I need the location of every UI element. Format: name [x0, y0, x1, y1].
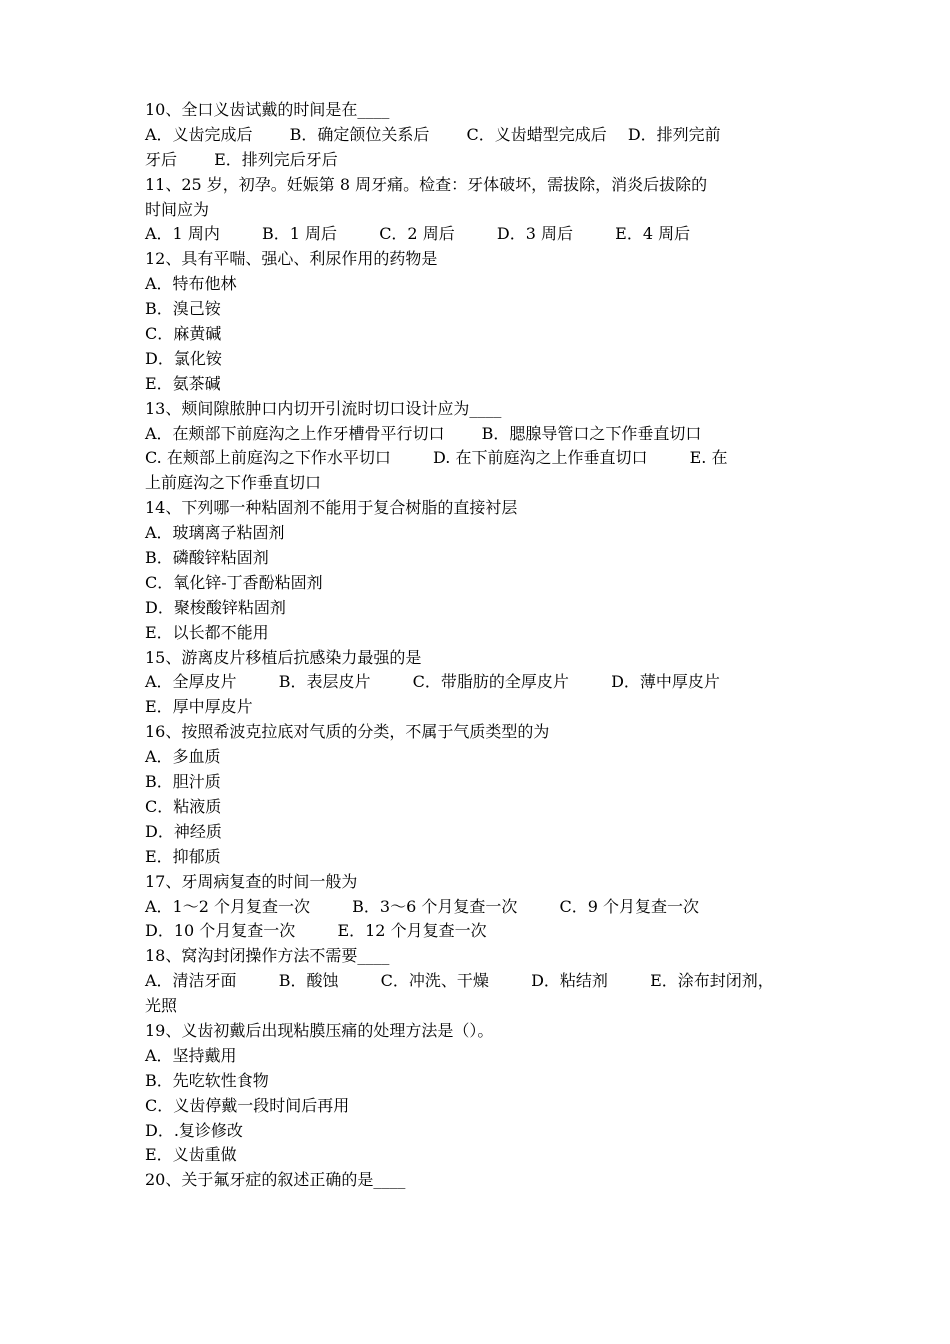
exam-questions-text [145, 98, 810, 1193]
text-line: 时间应为 [145, 199, 210, 219]
text-line: B．先吃软性食物 [145, 1070, 269, 1090]
text-line: 12、具有平喘、强心、利尿作用的药物是 [145, 249, 438, 269]
text-line: A．全厚皮片 B．表层皮片 C．带脂肪的全厚皮片 D．薄中厚皮片 [145, 672, 720, 692]
text-line: A．多血质 [145, 747, 221, 767]
text-line: 20、关于氟牙症的叙述正确的是____ [145, 1170, 406, 1190]
text-line: 16、按照希波克拉底对气质的分类，不属于气质类型的为 [145, 722, 550, 742]
text-line: E．抑郁质 [145, 846, 221, 866]
text-line: A．特布他林 [145, 274, 237, 294]
text-line: 18、窝沟封闭操作方法不需要____ [145, 946, 390, 966]
text-line: A．义齿完成后 B．确定颌位关系后 C．义齿蜡型完成后 D．排列完前 [145, 124, 721, 144]
text-line: D．.复诊修改 [145, 1120, 243, 1140]
text-line: D．氯化铵 [145, 348, 222, 368]
text-line: C．氧化锌-丁香酚粘固剂 [145, 572, 323, 592]
text-line: E．以长都不能用 [145, 622, 269, 642]
text-line: E．义齿重做 [145, 1145, 237, 1165]
text-line: A．坚持戴用 [145, 1045, 237, 1065]
text-line: 上前庭沟之下作垂直切口 [145, 473, 322, 493]
text-line: B．胆汁质 [145, 772, 221, 792]
text-line: 10、全口义齿试戴的时间是在____ [145, 100, 390, 119]
text-line: C．义齿停戴一段时间后再用 [145, 1095, 350, 1115]
text-line: A．在颊部下前庭沟之上作牙槽骨平行切口 B．腮腺导管口之下作垂直切口 [145, 423, 702, 443]
text-line: C．粘液质 [145, 796, 222, 816]
text-line: A．清洁牙面 B．酸蚀 C．冲洗、干燥 D．粘结剂 E．涂布封闭剂， [145, 971, 774, 991]
text-line: C．麻黄碱 [145, 324, 222, 344]
text-line: 牙后 E．排列完后牙后 [145, 149, 338, 169]
text-line: C. 在颊部上前庭沟之下作水平切口 D. 在下前庭沟之上作垂直切口 E. 在 [145, 448, 728, 468]
text-line: B．溴己铵 [145, 299, 221, 319]
text-line: D．聚梭酸锌粘固剂 [145, 597, 286, 617]
text-line: D．神经质 [145, 821, 222, 841]
text-line: E．氨茶碱 [145, 373, 221, 393]
text-line: B．磷酸锌粘固剂 [145, 548, 269, 568]
text-line: 15、游离皮片移植后抗感染力最强的是 [145, 647, 422, 667]
text-line: 17、牙周病复查的时间一般为 [145, 871, 358, 891]
text-line: A．玻璃离子粘固剂 [145, 523, 285, 543]
text-line: E．厚中厚皮片 [145, 697, 253, 717]
text-line: A．1～2 个月复查一次 B．3～6 个月复查一次 C．9 个月复查一次 [145, 896, 700, 916]
text-line: A．1 周内 B．1 周后 C．2 周后 D．3 周后 E．4 周后 [145, 224, 691, 244]
text-line: D．10 个月复查一次 E．12 个月复查一次 [145, 921, 487, 941]
text-line: 11、25 岁，初孕。妊娠第 8 周牙痛。检查：牙体破坏，需拔除，消炎后拔除的 [145, 174, 708, 194]
text-line: 14、下列哪一种粘固剂不能用于复合树脂的直接衬层 [145, 498, 518, 518]
text-line: 光照 [145, 996, 178, 1016]
text-line: 13、颊间隙脓肿口内切开引流时切口设计应为____ [145, 398, 502, 418]
text-line: 19、义齿初戴后出现粘膜压痛的处理方法是（）。 [145, 1020, 494, 1040]
